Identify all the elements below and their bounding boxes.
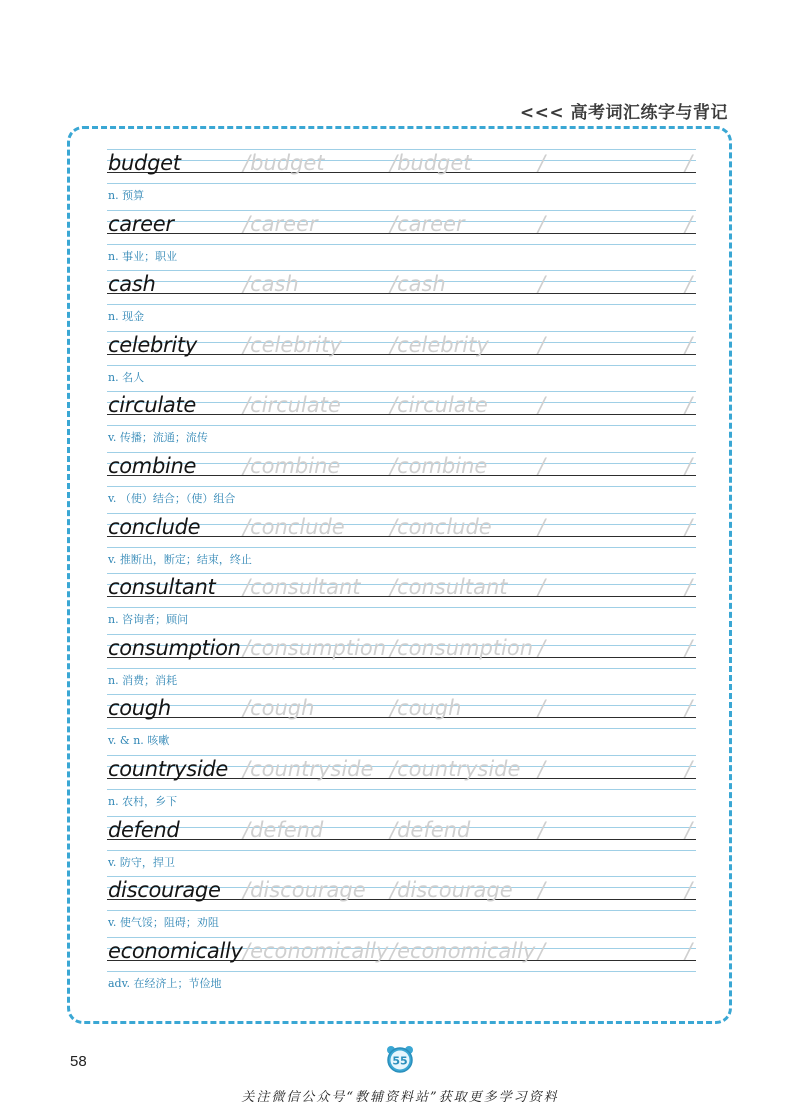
- slash-mark: /: [538, 272, 546, 297]
- slash-mark: /: [390, 817, 398, 842]
- trace-word: [243, 878, 366, 902]
- ruling-line: [107, 365, 696, 366]
- trace-word: [243, 212, 318, 236]
- vocab-word: budget: [108, 151, 181, 175]
- ruling-line: [107, 244, 696, 245]
- vocab-entry: [107, 688, 696, 749]
- vocab-definition: v. 防守，捍卫: [108, 855, 175, 869]
- vocab-word: conclude: [108, 514, 201, 539]
- slash-mark: /: [243, 514, 251, 539]
- blank-slot: [685, 757, 692, 781]
- slash-mark: /: [243, 151, 251, 175]
- ruling-line: [107, 694, 696, 695]
- trace-word-text: consumption: [397, 635, 534, 660]
- trace-word-text: combine: [250, 453, 341, 478]
- trace-word: [390, 878, 513, 902]
- slash-mark: /: [538, 817, 546, 842]
- slash-mark: /: [685, 938, 693, 963]
- trace-word: [243, 333, 342, 357]
- slash-mark: /: [390, 756, 398, 781]
- slash-mark: /: [685, 575, 693, 600]
- ruling-line: [107, 452, 696, 453]
- ruling-line: [107, 634, 696, 635]
- trace-word: [390, 575, 508, 599]
- trace-word-text: conclude: [250, 514, 345, 539]
- slash-mark: /: [390, 332, 398, 357]
- trace-word: [243, 151, 325, 175]
- slash-mark: /: [390, 635, 398, 660]
- vocab-definition: v. （使）结合；（使）组合: [108, 491, 236, 505]
- trace-word-text: circulate: [397, 393, 488, 418]
- slash-mark: /: [538, 635, 546, 660]
- slash-mark: /: [538, 575, 546, 600]
- ruling-line: [107, 513, 696, 514]
- ruling-line: [107, 391, 696, 392]
- slash-mark: /: [538, 696, 546, 721]
- vocab-word: cough: [108, 696, 171, 721]
- ruling-line: [107, 304, 696, 305]
- ruling-line: [107, 547, 696, 548]
- trace-word: [243, 939, 388, 963]
- blank-slot: [685, 333, 692, 357]
- slash-mark: /: [390, 514, 398, 539]
- ruling-line: [107, 971, 696, 972]
- trace-word-text: consultant: [397, 575, 508, 600]
- vocab-word: circulate: [108, 393, 197, 418]
- slash-mark: /: [685, 696, 693, 721]
- vocab-word: discourage: [108, 878, 221, 903]
- blank-slot: [538, 636, 545, 660]
- trace-word: [243, 818, 323, 842]
- vocab-definition: n. 名人: [108, 370, 145, 384]
- slash-mark: /: [243, 635, 251, 660]
- ruling-line: [107, 425, 696, 426]
- trace-word-text: celebrity: [250, 332, 342, 357]
- trace-word-text: budget: [250, 151, 325, 175]
- vocab-definition: v. 使气馁；阻碍；劝阻: [108, 916, 219, 930]
- slash-mark: /: [685, 393, 693, 418]
- trace-word-text: discourage: [250, 878, 366, 903]
- blank-slot: [685, 393, 692, 417]
- trace-word: [390, 696, 461, 720]
- vocab-word: celebrity: [108, 332, 197, 357]
- vocab-definition: n. 消费；消耗: [108, 673, 178, 687]
- vocab-word: defend: [108, 817, 180, 842]
- trace-word: [390, 272, 446, 296]
- trace-word: [390, 757, 520, 781]
- vocab-word: economically: [108, 938, 243, 963]
- ruling-line: [107, 755, 696, 756]
- blank-slot: [538, 393, 545, 417]
- slash-mark: /: [538, 938, 546, 963]
- trace-word-text: cash: [250, 272, 299, 297]
- slash-mark: /: [685, 151, 693, 175]
- trace-word-text: consumption: [250, 635, 387, 660]
- page-badge-number: 55: [392, 1054, 408, 1068]
- ruling-line: [107, 486, 696, 487]
- trace-word-text: combine: [397, 453, 488, 478]
- blank-slot: [538, 939, 545, 963]
- trace-word: [243, 272, 299, 296]
- trace-word: [243, 696, 314, 720]
- trace-word: [390, 212, 465, 236]
- blank-slot: [538, 878, 545, 902]
- vocab-word: consultant: [108, 575, 216, 600]
- vocab-entry: [107, 446, 696, 507]
- trace-word-text: discourage: [397, 878, 513, 903]
- trace-word-text: career: [250, 211, 318, 236]
- ruling-line: [107, 183, 696, 184]
- ruling-line: [107, 876, 696, 877]
- vocab-entry: [107, 385, 696, 446]
- blank-slot: [685, 818, 692, 842]
- slash-mark: /: [685, 635, 693, 660]
- trace-word: [390, 818, 470, 842]
- ruling-line: [107, 149, 696, 150]
- trace-word-text: conclude: [397, 514, 492, 539]
- trace-word: [390, 515, 492, 539]
- blank-slot: [685, 939, 692, 963]
- vocab-definition: n. 现金: [108, 310, 145, 324]
- slash-mark: /: [390, 878, 398, 903]
- slash-mark: /: [243, 756, 251, 781]
- slash-mark: /: [685, 453, 693, 478]
- footer-note: 关注微信公众号“教辅资料站”获取更多学习资料: [241, 1090, 559, 1105]
- vocab-definition: v. & n. 咳嗽: [108, 734, 170, 748]
- slash-mark: /: [538, 453, 546, 478]
- ruling-line: [107, 816, 696, 817]
- trace-word: [390, 454, 487, 478]
- trace-word-text: countryside: [250, 756, 374, 781]
- slash-mark: /: [538, 332, 546, 357]
- vocab-entry: [107, 264, 696, 325]
- blank-slot: [538, 575, 545, 599]
- slash-mark: /: [243, 453, 251, 478]
- slash-mark: /: [243, 393, 251, 418]
- slash-mark: /: [243, 938, 251, 963]
- blank-slot: [538, 696, 545, 720]
- trace-word-text: consultant: [250, 575, 361, 600]
- slash-mark: /: [685, 332, 693, 357]
- blank-slot: [685, 878, 692, 902]
- vocab-entry: [107, 507, 696, 568]
- slash-mark: /: [390, 211, 398, 236]
- ruling-line: [107, 270, 696, 271]
- slash-mark: /: [685, 211, 693, 236]
- trace-word-text: economically: [397, 938, 536, 963]
- vocab-word: combine: [108, 453, 197, 478]
- slash-mark: /: [538, 151, 546, 175]
- ruling-line: [107, 668, 696, 669]
- vocab-definition: n. 事业；职业: [108, 249, 178, 263]
- page-number: 58: [70, 1053, 87, 1070]
- trace-word-text: celebrity: [397, 332, 489, 357]
- blank-slot: [538, 212, 545, 236]
- slash-mark: /: [243, 211, 251, 236]
- vocab-definition: n. 农村，乡下: [108, 794, 178, 808]
- ruling-line: [107, 331, 696, 332]
- blank-slot: [685, 151, 692, 175]
- ruling-line: [107, 910, 696, 911]
- vocab-word: consumption: [108, 635, 241, 660]
- slash-mark: /: [390, 393, 398, 418]
- trace-word: [390, 393, 488, 417]
- vocab-entry: [107, 143, 696, 204]
- vocab-definition: adv. 在经济上；节俭地: [108, 976, 222, 990]
- trace-word-text: economically: [250, 938, 389, 963]
- trace-word-text: defend: [250, 817, 324, 842]
- blank-slot: [685, 575, 692, 599]
- slash-mark: /: [390, 938, 398, 963]
- blank-slot: [538, 151, 545, 175]
- blank-slot: [538, 757, 545, 781]
- blank-slot: [538, 515, 545, 539]
- trace-word: [390, 333, 489, 357]
- slash-mark: /: [390, 696, 398, 721]
- blank-slot: [685, 454, 692, 478]
- alarm-clock-icon: [384, 1044, 416, 1074]
- vocab-word: cash: [108, 272, 156, 297]
- ruling-line: [107, 789, 696, 790]
- trace-word: [243, 454, 340, 478]
- blank-slot: [685, 212, 692, 236]
- slash-mark: /: [538, 393, 546, 418]
- ruling-line: [107, 937, 696, 938]
- ruling-line: [107, 573, 696, 574]
- blank-slot: [538, 333, 545, 357]
- ruling-line: [107, 728, 696, 729]
- vocab-definition: v. 传播；流通；流传: [108, 431, 208, 445]
- blank-slot: [538, 818, 545, 842]
- slash-mark: /: [390, 272, 398, 297]
- slash-mark: /: [390, 151, 398, 175]
- ruling-line: [107, 850, 696, 851]
- trace-word: [390, 939, 535, 963]
- slash-mark: /: [538, 878, 546, 903]
- trace-word-text: cough: [250, 696, 315, 721]
- vocab-entry: [107, 204, 696, 265]
- ruling-line: [107, 210, 696, 211]
- slash-mark: /: [538, 756, 546, 781]
- blank-slot: [538, 454, 545, 478]
- vocab-word: career: [108, 211, 174, 236]
- trace-word: [390, 636, 533, 660]
- trace-word-text: budget: [397, 151, 472, 175]
- slash-mark: /: [243, 332, 251, 357]
- slash-mark: /: [243, 696, 251, 721]
- slash-mark: /: [538, 514, 546, 539]
- ruling-line: [107, 607, 696, 608]
- vocab-entry: [107, 749, 696, 810]
- vocab-entry: [107, 325, 696, 386]
- trace-word-text: cough: [397, 696, 462, 721]
- slash-mark: /: [390, 575, 398, 600]
- slash-mark: /: [243, 878, 251, 903]
- blank-slot: [685, 696, 692, 720]
- slash-mark: /: [243, 575, 251, 600]
- vocab-entry: [107, 567, 696, 628]
- trace-word: [390, 151, 472, 175]
- vocabulary-list: [107, 143, 696, 991]
- vocab-definition: n. 预算: [108, 189, 145, 202]
- trace-word: [243, 515, 345, 539]
- slash-mark: /: [685, 514, 693, 539]
- slash-mark: /: [685, 756, 693, 781]
- slash-mark: /: [685, 878, 693, 903]
- vocab-word: countryside: [108, 756, 229, 781]
- trace-word: [243, 757, 373, 781]
- trace-word: [243, 636, 386, 660]
- trace-word-text: countryside: [397, 756, 521, 781]
- trace-word: [243, 575, 361, 599]
- blank-slot: [685, 272, 692, 296]
- blank-slot: [685, 515, 692, 539]
- slash-mark: /: [390, 453, 398, 478]
- blank-slot: [538, 272, 545, 296]
- blank-slot: [685, 636, 692, 660]
- vocab-entry: [107, 870, 696, 931]
- trace-word-text: cash: [397, 272, 446, 297]
- vocab-entry: [107, 931, 696, 992]
- slash-mark: /: [538, 211, 546, 236]
- trace-word-text: defend: [397, 817, 471, 842]
- trace-word-text: career: [397, 211, 465, 236]
- slash-mark: /: [243, 272, 251, 297]
- vocab-definition: n. 咨询者；顾问: [108, 613, 189, 627]
- trace-word: [243, 393, 341, 417]
- page-header-title: <<< 高考词汇练字与背记: [519, 103, 728, 123]
- trace-word-text: circulate: [250, 393, 341, 418]
- vocab-entry: [107, 628, 696, 689]
- vocab-entry: [107, 810, 696, 871]
- slash-mark: /: [685, 272, 693, 297]
- slash-mark: /: [243, 817, 251, 842]
- vocab-definition: v. 推断出，断定；结束，终止: [108, 552, 252, 566]
- slash-mark: /: [685, 817, 693, 842]
